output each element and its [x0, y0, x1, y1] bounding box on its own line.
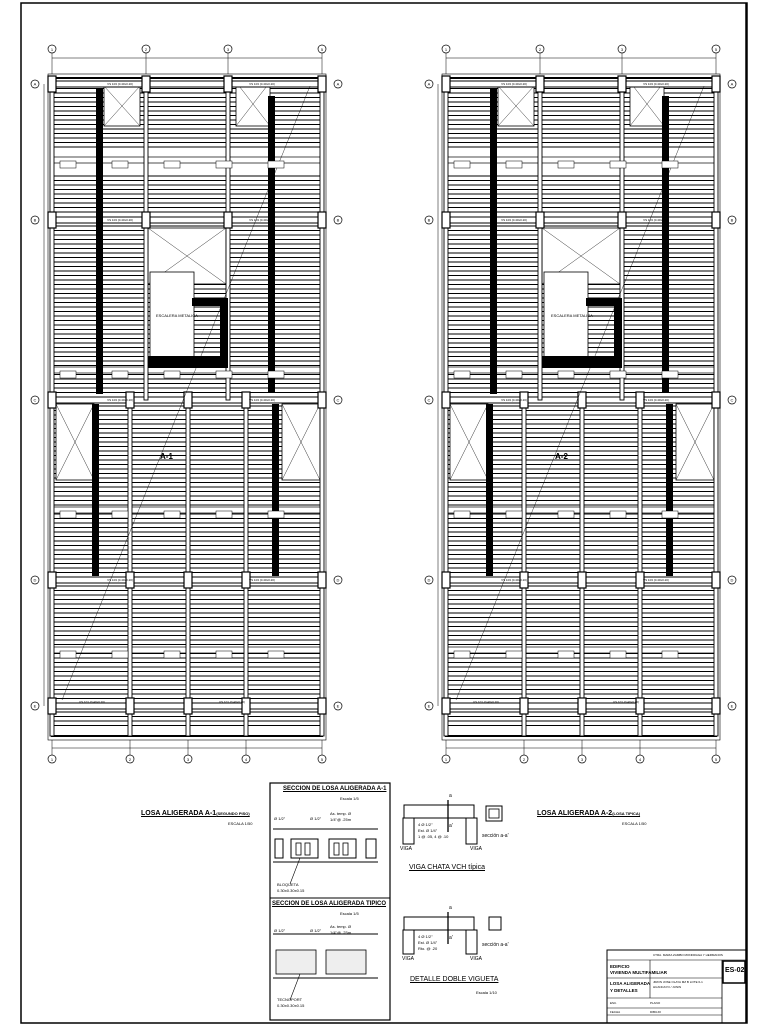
beam-tag	[454, 161, 470, 168]
grid-bubble-label: C	[730, 397, 734, 403]
grid-bubble-label: 1	[444, 757, 448, 762]
doble-detail-seccion: sección a-a'	[482, 942, 509, 948]
column	[48, 76, 56, 92]
beam-tag	[506, 161, 522, 168]
beam-label: VS 103 (0.40x0.20)	[107, 398, 133, 402]
beam-tag	[268, 511, 284, 518]
beam-vertical	[244, 400, 248, 736]
beam-vertical	[50, 400, 54, 736]
plan-a1-slab-label: A-1	[160, 452, 173, 461]
plan-a1-title	[141, 810, 250, 817]
grid-bubble-label: B	[33, 217, 37, 223]
beam-horizontal	[446, 217, 716, 223]
section-typical-drawing	[273, 934, 378, 1000]
column	[578, 392, 586, 408]
column	[536, 212, 544, 228]
beam-vertical	[320, 78, 324, 400]
grid-bubble-label: 3	[580, 757, 584, 762]
column	[126, 698, 134, 714]
section-a1-title: SECCION DE LOSA ALIGERADA A-1	[283, 786, 387, 792]
beam-label: VS 103 (0.40x0.20)	[107, 218, 133, 222]
grid-bubble-label: B	[336, 217, 340, 223]
beam-vertical	[638, 400, 642, 736]
vch-detail-a: a	[449, 793, 452, 799]
beam-vertical	[714, 78, 718, 400]
beam-label: VS 101 (0.40x0.20)	[219, 700, 245, 704]
floor-plan-a1	[31, 45, 342, 763]
grid-bubble-label: A	[336, 81, 340, 87]
beam-tag	[558, 371, 574, 378]
beam-horizontal	[52, 81, 322, 87]
beam-label: VS 103 (0.40x0.20)	[107, 82, 133, 86]
beam-vertical	[320, 400, 324, 736]
concrete-wall	[96, 88, 103, 394]
beam-vertical	[580, 400, 584, 736]
column	[318, 212, 326, 228]
section-a1-temp-spacing: 1/4"@ .25m	[330, 817, 352, 822]
title-block-row-plano: PLANO	[650, 1001, 661, 1005]
beam-label: VS 101 (0.40x0.20)	[613, 700, 639, 704]
grid-bubble-label: D	[427, 577, 431, 583]
doble-detail-title: DETALLE DOBLE VIGUETA	[410, 976, 499, 983]
grid-bubble-label: 1	[444, 47, 448, 52]
grid-bubble-label: A	[427, 81, 431, 87]
grid-bubble-label: 3	[226, 47, 230, 52]
doble-detail-viga-left: VIGA	[402, 956, 414, 962]
beam-tag	[268, 161, 284, 168]
section-typical-temp-steel: As. temp. Ø	[330, 924, 352, 929]
concrete-wall	[268, 96, 275, 392]
concrete-wall	[220, 298, 228, 364]
beam-vertical	[186, 400, 190, 736]
grid-bubble-label: 3	[620, 47, 624, 52]
title-block-sheet-title-2: Y DETALLES	[610, 988, 638, 993]
concrete-wall	[486, 404, 493, 576]
vch-detail-a-prime: a'	[449, 823, 453, 829]
beam-horizontal	[52, 217, 322, 223]
grid-bubble-label: 1	[50, 757, 54, 762]
grid-bubble-label: E	[33, 703, 37, 709]
beam-label: VS 103 (0.40x0.20)	[643, 82, 669, 86]
concrete-wall	[542, 356, 622, 368]
beam-tag	[216, 651, 232, 658]
column	[536, 76, 544, 92]
doble-detail-a: a	[449, 905, 452, 911]
beam-tag	[610, 161, 626, 168]
beam-tag	[60, 161, 76, 168]
section-a1-temp-steel: As. temp. Ø	[330, 811, 352, 816]
beam-label: VS 103 (0.40x0.20)	[643, 398, 669, 402]
doble-detail-a-prime: a'	[449, 935, 453, 941]
column	[318, 572, 326, 588]
column	[618, 76, 626, 92]
column	[442, 572, 450, 588]
grid-bubble-label: 2	[128, 757, 132, 762]
beam-label: VS 101 (0.40x0.20)	[473, 700, 499, 704]
section-typical-temp-spacing: 1/4"@ .25m	[330, 930, 352, 935]
concrete-wall	[614, 298, 622, 364]
concrete-wall	[490, 88, 497, 394]
grid-bubble-label: D	[33, 577, 37, 583]
title-block-project-type: EDIFICIO	[610, 964, 630, 969]
column	[224, 212, 232, 228]
beam-label: VS 103 (0.40x0.20)	[249, 82, 275, 86]
column	[184, 698, 192, 714]
vch-detail-bars: 4 Ø 1/2"	[418, 822, 433, 827]
beam-vertical	[144, 78, 148, 400]
column	[712, 572, 720, 588]
section-a1-block-dims: 0.30x0.30x0.15	[277, 888, 305, 893]
column	[48, 698, 56, 714]
beam-label: VS 101 (0.40x0.20)	[79, 700, 105, 704]
column	[142, 76, 150, 92]
column	[48, 392, 56, 408]
beam-tag	[112, 161, 128, 168]
vch-detail-spacing: 1 @ .05, 4 @ .10	[418, 834, 449, 839]
section-a1-bar-right: Ø 1/2"	[310, 816, 322, 821]
column	[520, 698, 528, 714]
beam-label: VS 103 (0.40x0.20)	[501, 218, 527, 222]
plan-a1-scale: ESCALA 1/50	[228, 821, 253, 826]
section-a1-scale: Escala 1/5	[340, 796, 359, 801]
beam-tag	[268, 651, 284, 658]
beam-label: VS 103 (0.40x0.20)	[107, 578, 133, 582]
grid-bubble-label: 5	[320, 757, 324, 762]
section-a1-block: BLOQUETA	[277, 882, 299, 887]
title-block-row-dibujo: DIBUJO	[650, 1010, 662, 1014]
title-block-address-1: JIRON JOSE OLAYA MZ B LOTE 6-1	[653, 980, 703, 984]
beam-label: VS 103 (0.40x0.20)	[249, 578, 275, 582]
grid-bubble-label: C	[427, 397, 431, 403]
grid-bubble-label: D	[336, 577, 340, 583]
beam-vertical	[714, 400, 718, 736]
beam-label: VS 103 (0.40x0.20)	[643, 578, 669, 582]
beam-tag	[558, 161, 574, 168]
column	[712, 698, 720, 714]
section-typical-tecnoport: TECNOPORT	[277, 997, 303, 1002]
beam-tag	[610, 651, 626, 658]
column	[318, 698, 326, 714]
title-block-row-fecha: FECHA	[610, 1010, 621, 1014]
plan-a2-stair-label: ESCALERA METALICA	[551, 313, 593, 318]
column	[318, 392, 326, 408]
beam-tag	[60, 651, 76, 658]
beam-tag	[268, 371, 284, 378]
grid-bubble-label: 4	[244, 757, 248, 762]
grid-bubble-label: 2	[538, 47, 542, 52]
grid-bubble-label: A	[730, 81, 734, 87]
concrete-wall	[272, 404, 279, 576]
column	[48, 572, 56, 588]
column	[224, 76, 232, 92]
column	[184, 392, 192, 408]
beam-tag	[454, 371, 470, 378]
vch-detail-title: VIGA CHATA VCH típica	[409, 864, 485, 871]
column	[712, 212, 720, 228]
beam-label: VS 103 (0.40x0.20)	[501, 82, 527, 86]
grid-bubble-label: A	[33, 81, 37, 87]
beam-tag	[216, 161, 232, 168]
beam-tag	[216, 371, 232, 378]
beam-tag	[164, 371, 180, 378]
beam-label: VS 103 (0.40x0.20)	[249, 218, 275, 222]
section-typical-bar-right: Ø 1/2"	[310, 928, 322, 933]
column	[48, 212, 56, 228]
section-typical-tecnoport-dims: 0.30x0.30x0.15	[277, 1003, 305, 1008]
title-block-owner: CTRA. MARIA ZAMBO MONDRAGA Y HERMANOS	[653, 953, 723, 957]
column	[578, 698, 586, 714]
grid-bubble-label: E	[336, 703, 340, 709]
column	[442, 76, 450, 92]
title-block-address-2: HUANCAYO / JUNIN	[653, 985, 682, 989]
beam-tag	[558, 511, 574, 518]
beam-vertical	[444, 78, 448, 400]
grid-bubble-label: D	[730, 577, 734, 583]
column	[318, 76, 326, 92]
plan-a1-subtitle: (SEGUNDO PISO)	[216, 811, 250, 816]
plan-a2-title	[537, 810, 640, 817]
beam-tag	[164, 161, 180, 168]
column	[442, 698, 450, 714]
concrete-wall	[148, 356, 228, 368]
beam-label: VS 103 (0.40x0.20)	[643, 218, 669, 222]
grid-bubble-label: E	[427, 703, 431, 709]
grid-bubble-label: 5	[714, 47, 718, 52]
grid-bubble-label: 2	[144, 47, 148, 52]
plan-a1-title-text: LOSA ALIGERADA A-1	[141, 810, 217, 817]
grid-bubble-label: 3	[186, 757, 190, 762]
concrete-wall	[662, 96, 669, 392]
beam-tag	[506, 511, 522, 518]
beam-tag	[662, 651, 678, 658]
grid-bubble-label: E	[730, 703, 734, 709]
beam-vertical	[522, 400, 526, 736]
section-typical-title: SECCION DE LOSA ALIGERADA TIPICO	[272, 901, 387, 907]
beam-tag	[558, 651, 574, 658]
beam-tag	[506, 651, 522, 658]
section-typical-scale: Escala 1/5	[340, 911, 359, 916]
beam-tag	[662, 371, 678, 378]
beam-label: VS 103 (0.40x0.20)	[501, 398, 527, 402]
plan-a1-stair-label: ESCALERA METALICA	[156, 313, 198, 318]
column	[712, 392, 720, 408]
beam-tag	[112, 651, 128, 658]
doble-detail-scale: Escala 1/10	[476, 990, 497, 995]
vch-detail-viga-left: VIGA	[400, 846, 412, 852]
beam-label: VS 103 (0.40x0.20)	[249, 398, 275, 402]
plan-a2-title-text: LOSA ALIGERADA A-2	[537, 810, 613, 817]
beam-vertical	[538, 78, 542, 400]
beam-tag	[164, 511, 180, 518]
title-block-sheet-code: ES-02	[725, 967, 745, 974]
grid-bubble-label: 1	[50, 47, 54, 52]
grid-bubble-label: 5	[320, 47, 324, 52]
title-block-project-name: VIVIENDA MULTIFAMILIAR	[610, 970, 667, 975]
beam-vertical	[444, 400, 448, 736]
column	[618, 212, 626, 228]
beam-tag	[506, 371, 522, 378]
grid-bubble-label: 4	[638, 757, 642, 762]
beam-tag	[610, 371, 626, 378]
beam-tag	[662, 511, 678, 518]
column	[712, 76, 720, 92]
concrete-wall	[666, 404, 673, 576]
title-block-row-esc: ESC.	[610, 1001, 618, 1005]
beam-tag	[60, 511, 76, 518]
vch-detail-seccion: sección a-a'	[482, 833, 509, 839]
doble-detail-rest: Rto. @ .20	[418, 946, 438, 951]
column	[442, 212, 450, 228]
section-a1-bar-left: Ø 1/2"	[274, 816, 286, 821]
grid-bubble-label: 5	[714, 757, 718, 762]
title-block-sheet-title-1: LOSA ALIGERADA	[610, 981, 651, 986]
concrete-wall	[92, 404, 99, 576]
beam-tag	[454, 651, 470, 658]
vch-detail-viga-right: VIGA	[470, 846, 482, 852]
grid-bubble-label: B	[730, 217, 734, 223]
plan-a2-subtitle: (LOSA TIPICA)	[612, 811, 641, 816]
beam-tag	[112, 511, 128, 518]
grid-bubble-label: B	[427, 217, 431, 223]
beam-tag	[454, 511, 470, 518]
beam-horizontal	[446, 81, 716, 87]
section-a1-drawing	[273, 829, 378, 884]
plan-a2-slab-label: A-2	[555, 452, 568, 461]
beam-label: VS 103 (0.40x0.20)	[501, 578, 527, 582]
grid-bubble-label: 2	[522, 757, 526, 762]
beam-tag	[216, 511, 232, 518]
beam-tag	[60, 371, 76, 378]
beam-tag	[112, 371, 128, 378]
floor-plan-a2	[425, 45, 736, 763]
beam-tag	[610, 511, 626, 518]
doble-detail-viga-right: VIGA	[470, 956, 482, 962]
column	[184, 572, 192, 588]
column	[578, 572, 586, 588]
column	[142, 212, 150, 228]
beam-vertical	[50, 78, 54, 400]
vch-detail-stirrup: Est. Ø 1/4"	[418, 828, 438, 833]
beam-tag	[662, 161, 678, 168]
doble-detail-bars: 4 Ø 1/2"	[418, 934, 433, 939]
beam-tag	[164, 651, 180, 658]
section-typical-bar-left: Ø 1/2"	[274, 928, 286, 933]
beam-vertical	[128, 400, 132, 736]
grid-bubble-label: C	[33, 397, 37, 403]
column	[442, 392, 450, 408]
doble-detail-stirrup: Est. Ø 1/4"	[418, 940, 438, 945]
grid-bubble-label: C	[336, 397, 340, 403]
plan-a2-scale: ESCALA 1/50	[622, 821, 647, 826]
